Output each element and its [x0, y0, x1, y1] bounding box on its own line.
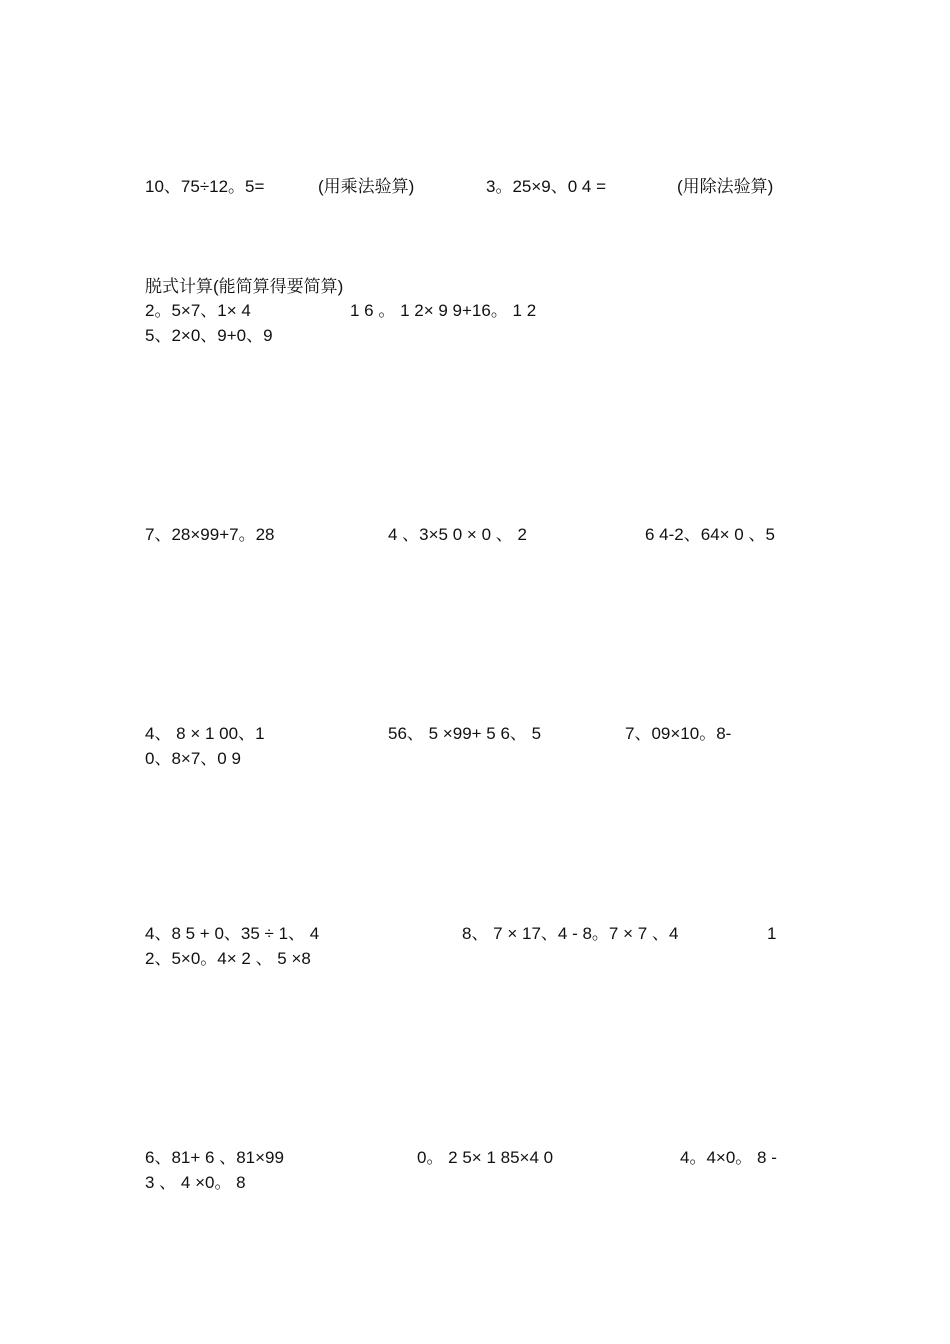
section-title: 脱式计算(能简算得要简算) — [145, 277, 344, 296]
problem-3b: 56、 5 ×99+ 5 6、 5 — [388, 724, 542, 743]
problem-3c-wrap: 0、8×7、0 9 — [145, 749, 241, 768]
problem-4c-wrap: 2、5×0。4× 2 、 5 ×8 — [145, 949, 311, 968]
verify-question-1: 10、75÷12。5= — [145, 177, 265, 196]
verify-question-2: 3。25×9、0 4 = — [486, 177, 607, 196]
problem-1c: 5、2×0、9+0、9 — [145, 326, 273, 345]
problem-5c-wrap: 3 、 4 ×0。 8 — [145, 1173, 246, 1192]
problem-2b: 4 、3×5 0 × 0 、 2 — [388, 525, 527, 544]
problem-4b: 8、 7 × 17、4 - 8。7 × 7 、4 — [462, 924, 679, 943]
problem-5c: 4。4×0。 8 - — [680, 1148, 777, 1167]
problem-5b: 0。 2 5× 1 85×4 0 — [417, 1148, 554, 1167]
problem-2a: 7、28×99+7。28 — [145, 525, 275, 544]
verify-note-2: (用除法验算) — [677, 177, 774, 196]
problem-5a: 6、81+ 6 、81×99 — [145, 1148, 284, 1167]
problem-4a: 4、8 5 + 0、35 ÷ 1、 4 — [145, 924, 320, 943]
problem-1b: 1 6 。 1 2× 9 9+16。 1 2 — [350, 301, 537, 320]
problem-3a: 4、 8 × 1 00、1 — [145, 724, 265, 743]
problem-2c: 6 4-2、64× 0 、5 — [645, 525, 775, 544]
problem-4c: 1 — [767, 924, 777, 943]
problem-1a: 2。5×7、1× 4 — [145, 301, 251, 320]
problem-3c: 7、09×10。8- — [625, 724, 732, 743]
verify-note-1: (用乘法验算) — [318, 177, 415, 196]
